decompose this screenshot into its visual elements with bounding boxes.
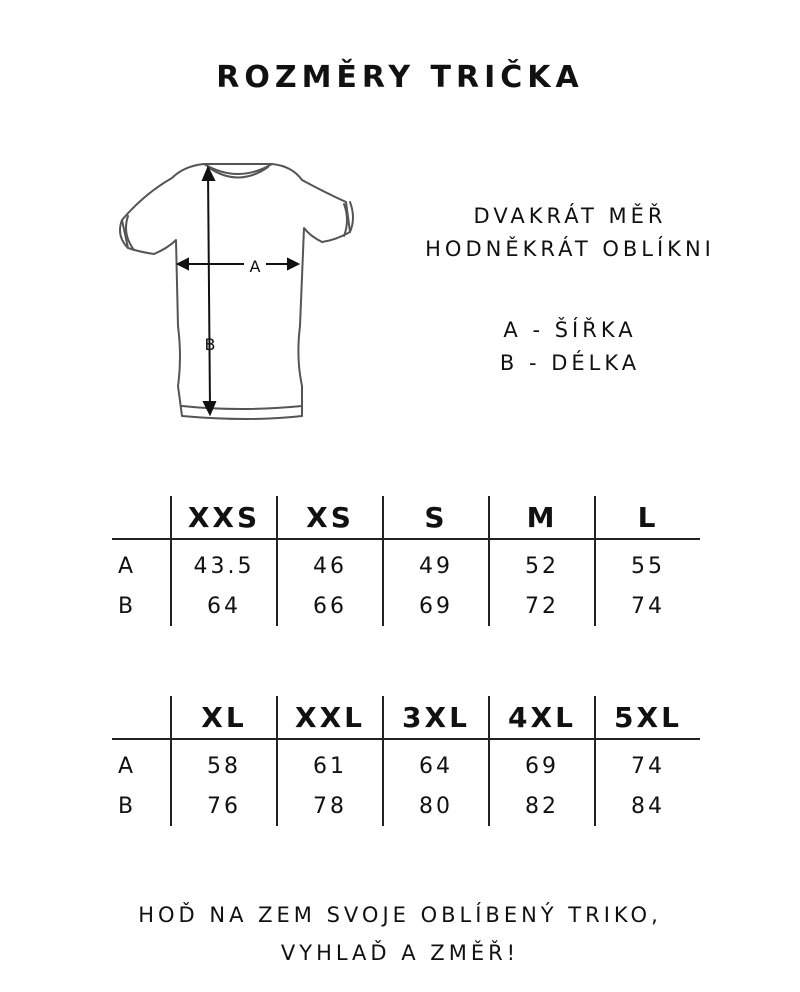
size-header: 3XL xyxy=(383,696,489,739)
instructions xyxy=(400,200,740,380)
size-header: L xyxy=(595,496,700,539)
table-cell: 72 xyxy=(489,586,595,626)
table-cell: 61 xyxy=(277,739,383,786)
table-cell: 82 xyxy=(489,786,595,826)
table-cell: 69 xyxy=(383,586,489,626)
table-cell: 46 xyxy=(277,539,383,586)
table-cell: 74 xyxy=(595,739,700,786)
label-b: B xyxy=(204,335,216,354)
size-table-2 xyxy=(112,696,700,826)
row-label: A xyxy=(118,753,137,779)
size-header: XS xyxy=(277,496,383,539)
table-cell: 64 xyxy=(383,739,489,786)
size-header: XL xyxy=(171,696,277,739)
footer-line-1: HOĎ NA ZEM SVOJE OBLÍBENÝ TRIKO, xyxy=(138,903,662,927)
table-cell: 74 xyxy=(595,586,700,626)
size-header: XXL xyxy=(277,696,383,739)
table-cell: 69 xyxy=(489,739,595,786)
table-row xyxy=(112,586,700,626)
instruction-line-2: HODNĚKRÁT OBLÍKNI xyxy=(425,237,715,261)
row-label: A xyxy=(118,553,137,579)
row-label: B xyxy=(118,793,137,819)
table-row xyxy=(112,539,700,586)
instruction-line-1: DVAKRÁT MĚŘ xyxy=(473,204,667,228)
table-row xyxy=(112,786,700,826)
table-cell: 76 xyxy=(171,786,277,826)
page-title: ROZMĚRY TRIČKA xyxy=(216,60,584,95)
table-cell: 84 xyxy=(595,786,700,826)
tshirt-diagram xyxy=(110,158,360,428)
footer-line-2: VYHLAĎ A ZMĚŘ! xyxy=(280,941,520,965)
row-label: B xyxy=(118,593,137,619)
table-cell: 64 xyxy=(171,586,277,626)
label-a: A xyxy=(249,257,261,276)
size-header: 4XL xyxy=(489,696,595,739)
legend-b: B - DÉLKA xyxy=(499,351,641,375)
size-table-1 xyxy=(112,496,700,626)
table-cell: 55 xyxy=(595,539,700,586)
table-cell: 78 xyxy=(277,786,383,826)
footer-note xyxy=(0,896,800,972)
size-header: XXS xyxy=(171,496,277,539)
table-cell: 52 xyxy=(489,539,595,586)
table-row xyxy=(112,739,700,786)
size-header-row xyxy=(112,496,700,539)
size-header: M xyxy=(489,496,595,539)
legend-a: A - ŠÍŘKA xyxy=(503,318,637,342)
table-cell: 80 xyxy=(383,786,489,826)
size-header: 5XL xyxy=(595,696,700,739)
table-cell: 49 xyxy=(383,539,489,586)
size-header: S xyxy=(383,496,489,539)
table-cell: 58 xyxy=(171,739,277,786)
table-cell: 43.5 xyxy=(171,539,277,586)
table-cell: 66 xyxy=(277,586,383,626)
size-header-row xyxy=(112,696,700,739)
